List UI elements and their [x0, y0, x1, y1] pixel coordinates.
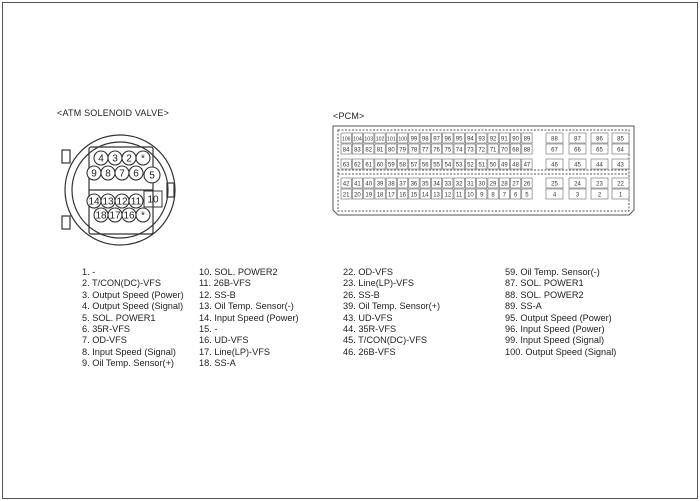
pin-legend-item: 46. 26B-VFS — [343, 346, 396, 357]
pcm-pin-label: 92 — [489, 136, 497, 143]
pin-legend-item: 23. Line(LP)-VFS — [343, 278, 414, 289]
pin-legend-item: 26. SS-B — [343, 289, 380, 300]
pin-legend-item: 14. Input Speed (Power) — [199, 312, 299, 323]
pcm-pin-label: 26 — [523, 181, 531, 188]
atm-pin-label: * — [141, 153, 145, 165]
pcm-pin-label: 102 — [375, 136, 385, 143]
pcm-pin-label: 54 — [444, 162, 452, 169]
pcm-pin-label: 22 — [617, 181, 624, 188]
pcm-pin-label: 37 — [399, 181, 406, 188]
pcm-pin-label: 72 — [478, 147, 486, 154]
pin-legend-item: 15. - — [199, 324, 218, 335]
atm-pin-label: 11 — [130, 196, 142, 208]
pcm-pin-label: 76 — [433, 147, 440, 154]
pcm-pin-label: 79 — [399, 147, 406, 154]
pcm-pin-label: 9 — [480, 192, 484, 199]
pcm-pin-label: 40 — [365, 181, 373, 188]
pcm-pin-label: 96 — [444, 136, 452, 143]
pcm-pin-label: 82 — [365, 147, 373, 154]
atm-pin-label: 8 — [105, 168, 111, 180]
pcm-pin-label: 5 — [525, 192, 529, 199]
pcm-pin-label: 60 — [376, 162, 384, 169]
pcm-pin-label: 71 — [489, 147, 497, 154]
pin-legend-item: 18. SS-A — [199, 358, 236, 369]
pcm-pin-label: 89 — [523, 136, 531, 143]
pin-legend-item: 17. Line(LP)-VFS — [199, 346, 270, 357]
pcm-pin-label: 28 — [501, 181, 508, 188]
atm-side-tab-lower — [62, 216, 70, 229]
pcm-pin-label: 73 — [467, 147, 474, 154]
pcm-pin-label: 30 — [478, 181, 486, 188]
pcm-pin-label: 91 — [501, 136, 508, 143]
pcm-pin-label: 101 — [387, 136, 396, 143]
pcm-pin-label: 48 — [512, 162, 519, 169]
pcm-pin-label: 49 — [501, 162, 508, 169]
atm-pin-label: 17 — [109, 210, 121, 222]
pcm-pin-label: 23 — [596, 181, 603, 188]
pcm-pin-label: 90 — [512, 136, 519, 143]
pcm-pin-label: 70 — [501, 147, 508, 154]
pcm-pin-label: 80 — [388, 147, 395, 154]
pcm-pin-label: 41 — [354, 181, 361, 188]
pcm-pin-cells — [341, 133, 629, 199]
pcm-pin-label: 98 — [421, 136, 429, 143]
pin-legend-item: 7. OD-VFS — [82, 335, 127, 346]
pin-legend-item: 11. 26B-VFS — [199, 278, 251, 289]
pcm-pin-label: 97 — [433, 136, 440, 143]
pcm-pin-label: 11 — [456, 192, 463, 199]
pcm-pin-label: 24 — [574, 181, 581, 188]
pcm-pin-label: 81 — [376, 147, 384, 154]
pin-legend-item: 43. UD-VFS — [343, 312, 393, 323]
pcm-pin-label: 31 — [467, 181, 474, 188]
pin-legend-item: 89. SS-A — [505, 301, 542, 312]
legend-column-2 — [199, 267, 299, 370]
pcm-pin-label: 55 — [433, 162, 440, 169]
pcm-pin-label: 34 — [433, 181, 440, 188]
atm-pin-label: 3 — [112, 153, 118, 165]
pin-legend-item: 1. - — [82, 267, 96, 277]
pcm-pin-label: 7 — [502, 192, 507, 199]
pcm-pin-label: 74 — [455, 147, 463, 154]
pcm-pin-label: 13 — [433, 192, 440, 199]
pin-legend-item: 87. SOL. POWER1 — [505, 278, 584, 289]
pcm-pin-label: 106 — [341, 136, 351, 143]
pcm-pin-label: 61 — [365, 162, 373, 169]
pcm-pin-label: 68 — [512, 147, 519, 154]
pcm-pin-label: 94 — [467, 136, 474, 143]
pcm-pin-label: 6 — [513, 192, 518, 199]
atm-pin-label: * — [141, 210, 145, 222]
pcm-pin-label: 45 — [574, 162, 581, 169]
pcm-pin-label: 99 — [410, 136, 418, 143]
pcm-pin-label: 58 — [399, 162, 406, 169]
pcm-pin-label: 36 — [410, 181, 418, 188]
pcm-pin-label: 29 — [489, 181, 497, 188]
pcm-pin-label: 25 — [551, 181, 558, 188]
atm-pin-label: 2 — [126, 153, 132, 165]
atm-pin-label: 18 — [95, 210, 107, 222]
atm-pins — [87, 151, 162, 222]
pin-legend-item: 3. Output Speed (Power) — [82, 289, 184, 300]
atm-pin-label: 12 — [116, 196, 128, 208]
pcm-pin-label: 100 — [398, 136, 407, 143]
pcm-pin-label: 42 — [342, 181, 350, 188]
pcm-pin-label: 46 — [551, 162, 558, 169]
pcm-pin-label: 86 — [596, 136, 603, 143]
pin-legend-item: 95. Output Speed (Power) — [505, 312, 612, 323]
pcm-pin-label: 27 — [512, 181, 519, 188]
pin-legend-item: 12. SS-B — [199, 289, 236, 300]
pcm-pin-label: 51 — [478, 162, 486, 169]
pcm-pin-label: 15 — [410, 192, 418, 199]
pin-legend-item: 88. SOL. POWER2 — [505, 289, 584, 300]
pcm-pin-label: 84 — [342, 147, 350, 154]
pcm-pin-label: 16 — [399, 192, 406, 199]
pcm-pin-label: 64 — [617, 147, 624, 154]
pcm-pin-label: 32 — [455, 181, 463, 188]
pcm-pin-label: 43 — [617, 162, 624, 169]
atm-side-tab-upper — [62, 150, 70, 163]
pcm-pin-label: 57 — [410, 162, 418, 169]
pcm-pin-label: 66 — [574, 147, 581, 154]
pcm-pin-label: 14 — [421, 192, 429, 199]
pcm-pin-label: 1 — [618, 192, 623, 199]
pcm-pin-label: 35 — [421, 181, 429, 188]
atm-pin-label: 10 — [147, 194, 159, 206]
pcm-pin-label: 47 — [523, 162, 531, 169]
pin-legend-item: 39. Oil Temp. Sensor(+) — [343, 301, 441, 312]
atm-pin-label: 14 — [88, 196, 100, 208]
pcm-pin-label: 62 — [354, 162, 361, 169]
pin-legend-item: 9. Oil Temp. Sensor(+) — [82, 358, 174, 369]
pcm-pin-label: 19 — [365, 192, 373, 199]
pin-legend-item: 22. OD-VFS — [343, 267, 394, 277]
pcm-pin-label: 59 — [388, 162, 395, 169]
pcm-pin-label: 18 — [376, 192, 384, 199]
pin-legend-item: 6. 35R-VFS — [82, 324, 130, 335]
pcm-pin-label: 77 — [421, 147, 429, 154]
pcm-pin-label: 88 — [523, 147, 531, 154]
pin-legend-item: 59. Oil Temp. Sensor(-) — [505, 267, 600, 277]
pin-legend-item: 45. T/CON(DC)-VFS — [343, 335, 428, 346]
atm-pin-label: 6 — [133, 168, 139, 180]
pcm-pin-label: 20 — [354, 192, 361, 199]
pcm-title: <PCM> — [333, 111, 365, 121]
pcm-pin-label: 95 — [455, 136, 463, 143]
pcm-pin-label: 75 — [444, 147, 452, 154]
pcm-pin-label: 12 — [444, 192, 452, 199]
pin-legend-item: 8. Input Speed (Signal) — [82, 346, 176, 357]
pcm-pin-label: 44 — [596, 162, 603, 169]
atm-pin-label: 16 — [123, 210, 135, 222]
pcm-pin-label: 65 — [596, 147, 603, 154]
atm-pin-label: 13 — [102, 196, 114, 208]
pcm-pin-label: 56 — [421, 162, 429, 169]
pcm-pin-label: 78 — [410, 147, 418, 154]
pin-legend-item: 16. UD-VFS — [199, 335, 249, 346]
pcm-pin-label: 104 — [353, 136, 362, 143]
legend-column-1 — [82, 267, 184, 370]
atm-pin-label: 9 — [91, 168, 97, 180]
pin-legend-item: 4. Output Speed (Signal) — [82, 301, 184, 312]
atm-pin-label: 5 — [149, 170, 155, 182]
pin-legend-item: 99. Input Speed (Signal) — [505, 335, 605, 346]
pcm-pin-label: 52 — [467, 162, 474, 169]
pcm-pin-label: 8 — [491, 192, 495, 199]
pcm-pin-label: 21 — [342, 192, 350, 199]
pcm-pin-label: 50 — [489, 162, 497, 169]
pcm-pin-label: 3 — [575, 192, 580, 199]
pcm-pin-label: 33 — [444, 181, 452, 188]
pcm-pin-label: 85 — [617, 136, 624, 143]
pin-legend-item: 5. SOL. POWER1 — [82, 312, 156, 323]
pin-legend-item: 44. 35R-VFS — [343, 324, 397, 335]
atm-pin-label: 7 — [119, 168, 125, 180]
legend-column-3 — [343, 267, 440, 358]
pcm-pin-label: 63 — [342, 162, 350, 169]
pin-legend-item: 13. Oil Temp. Sensor(-) — [199, 301, 294, 312]
pin-legend-item: 2. T/CON(DC)-VFS — [82, 278, 161, 289]
pcm-pin-label: 103 — [364, 136, 374, 143]
atm-pin-label: 4 — [98, 153, 104, 165]
pcm-pin-label: 10 — [467, 192, 474, 199]
pcm-pin-label: 93 — [478, 136, 486, 143]
pin-legend-item: 100. Output Speed (Signal) — [505, 346, 617, 357]
pcm-pin-label: 53 — [455, 162, 463, 169]
pcm-pin-label: 67 — [551, 147, 558, 154]
pcm-pin-label: 39 — [376, 181, 384, 188]
atm-solenoid-title: <ATM SOLENOID VALVE> — [57, 108, 170, 118]
pcm-pin-label: 4 — [552, 192, 557, 199]
pcm-pin-label: 17 — [388, 192, 395, 199]
pcm-pin-label: 38 — [388, 181, 395, 188]
pcm-pin-label: 83 — [354, 147, 361, 154]
pin-legend-item: 10. SOL. POWER2 — [199, 267, 278, 277]
pcm-pin-label: 2 — [597, 192, 602, 199]
legend-column-4 — [505, 267, 616, 358]
pin-legend-item: 96. Input Speed (Power) — [505, 324, 605, 335]
pcm-pin-label: 87 — [574, 136, 581, 143]
pcm-pin-label: 88 — [551, 136, 558, 143]
